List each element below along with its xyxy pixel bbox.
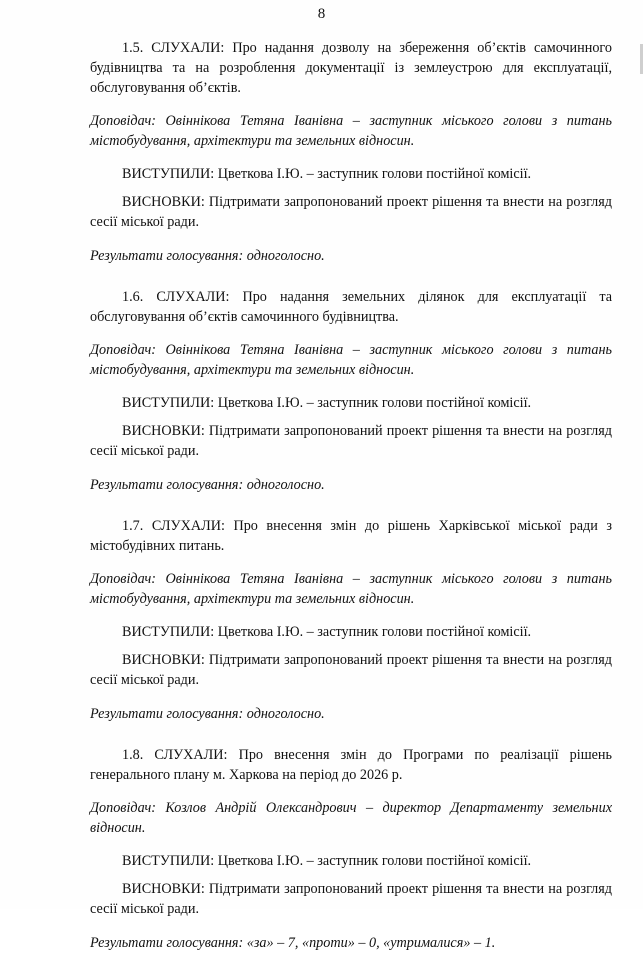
- heard-paragraph: 1.6. СЛУХАЛИ: Про надання земельних ділянок для експлуатації та обслуговування об’єктів самочинного будівництва.: [90, 289, 612, 325]
- section-gap: [90, 495, 612, 516]
- conclusions-paragraph: ВИСНОВКИ: Підтримати запропонований проект рішення та внести на розгляд сесії міської ради.: [90, 881, 612, 917]
- vote-result: Результати голосування: одноголосно.: [90, 248, 325, 264]
- agenda-item-1-7: [90, 516, 612, 724]
- speakers-paragraph: ВИСТУПИЛИ: Цветкова І.Ю. – заступник голови постійної комісії.: [122, 395, 532, 411]
- agenda-item-1-8: [90, 745, 612, 953]
- agenda-item-1-5: [90, 38, 612, 266]
- reporter-paragraph: Доповідач: Овіннікова Тетяна Іванівна – заступник міського голови з питань містобудування, архітектури та земельних відносин.: [90, 113, 612, 149]
- heard-paragraph: 1.8. СЛУХАЛИ: Про внесення змін до Програми по реалізації рішень генерального плану м. Харкова на період до 2026 р.: [90, 747, 612, 783]
- heard-paragraph: 1.7. СЛУХАЛИ: Про внесення змін до рішень Харківської міської ради з містобудівних питань.: [90, 518, 612, 554]
- section-gap: [90, 266, 612, 287]
- reporter-paragraph: Доповідач: Овіннікова Тетяна Іванівна – заступник міського голови з питань містобудування, архітектури та земельних відносин.: [90, 571, 612, 607]
- section-gap: [90, 724, 612, 745]
- page-content: [90, 38, 612, 953]
- conclusions-paragraph: ВИСНОВКИ: Підтримати запропонований проект рішення та внести на розгляд сесії міської ради.: [90, 652, 612, 688]
- heard-paragraph: 1.5. СЛУХАЛИ: Про надання дозволу на збереження об’єктів самочинного будівництва та на розроблення документації із землеустрою для експлуатації, обслуговування об’єктів.: [90, 40, 612, 96]
- reporter-paragraph: Доповідач: Овіннікова Тетяна Іванівна – заступник міського голови з питань містобудування, архітектури та земельних відносин.: [90, 342, 612, 378]
- page-number: 8: [317, 6, 326, 22]
- conclusions-paragraph: ВИСНОВКИ: Підтримати запропонований проект рішення та внести на розгляд сесії міської ради.: [90, 194, 612, 230]
- vote-result: Результати голосування: «за» – 7, «проти» – 0, «утрималися» – 1.: [90, 935, 496, 951]
- speakers-paragraph: ВИСТУПИЛИ: Цветкова І.Ю. – заступник голови постійної комісії.: [122, 166, 532, 182]
- reporter-paragraph: Доповідач: Козлов Андрій Олександрович – директор Департаменту земельних відносин.: [90, 800, 612, 836]
- agenda-item-1-6: [90, 287, 612, 495]
- vote-result: Результати голосування: одноголосно.: [90, 706, 325, 722]
- conclusions-paragraph: ВИСНОВКИ: Підтримати запропонований проект рішення та внести на розгляд сесії міської ради.: [90, 423, 612, 459]
- vote-result: Результати голосування: одноголосно.: [90, 477, 325, 493]
- speakers-paragraph: ВИСТУПИЛИ: Цветкова І.Ю. – заступник голови постійної комісії.: [122, 853, 532, 869]
- speakers-paragraph: ВИСТУПИЛИ: Цветкова І.Ю. – заступник голови постійної комісії.: [122, 624, 532, 640]
